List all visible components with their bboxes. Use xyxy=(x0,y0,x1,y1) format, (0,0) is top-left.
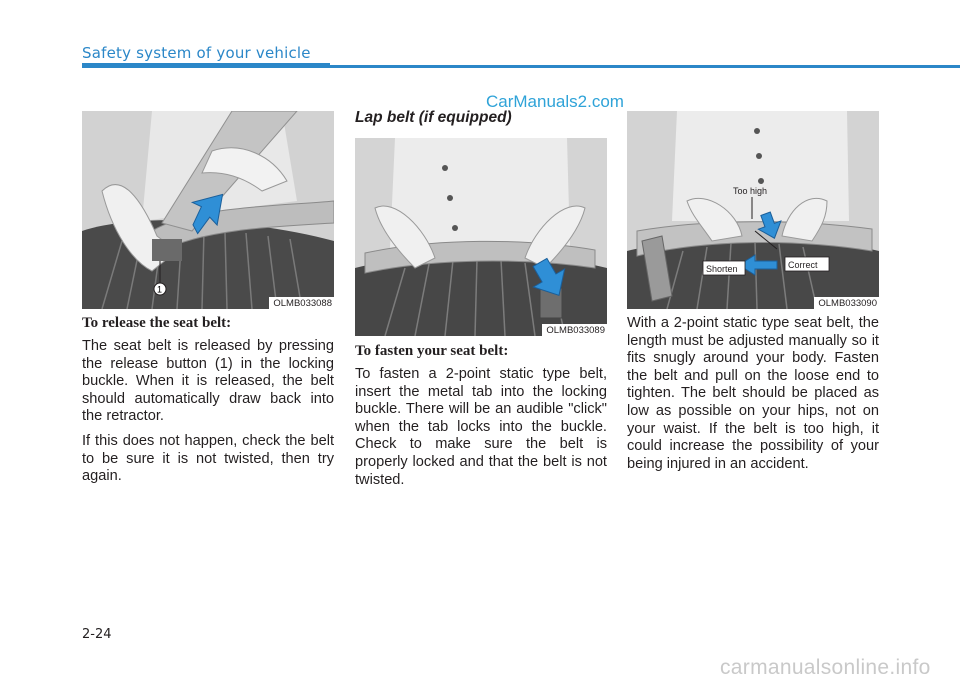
watermark-bottom: carmanualsonline.info xyxy=(720,656,931,679)
paragraph: With a 2-point static type seat belt, the length must be adjusted manually so it fits snugly around your body. Fasten the belt and pull on the loose end to tighten. The belt should be placed as low as possible on your hips, not on your waist. If the belt is too high, it could increase the possibility of your being injured in an accident. xyxy=(627,315,879,472)
column-left xyxy=(82,315,334,493)
column-right xyxy=(627,315,879,480)
figure-code: OLMB033089 xyxy=(542,324,607,336)
label-too-high: Too high xyxy=(733,186,768,196)
label-correct: Correct xyxy=(788,260,818,270)
subheading-release: To release the seat belt: xyxy=(82,315,232,331)
figure-code: OLMB033088 xyxy=(269,297,334,309)
label-shorten: Shorten xyxy=(706,264,738,274)
page-number: 2-24 xyxy=(82,627,112,642)
figure-fasten-lap-belt xyxy=(355,138,607,336)
lap-belt-fasten-illustration xyxy=(355,138,607,336)
paragraph: The seat belt is released by pressing the release button (1) in the locking buckle. When it is released, the belt should automatically draw back into the retractor. xyxy=(82,338,334,425)
belt-release-illustration xyxy=(82,111,334,309)
figure-adjust-lap-belt xyxy=(627,111,879,309)
paragraph: To fasten a 2-point static type belt, insert the metal tab into the locking buckle. There will be an audible "click" when the tab locks into the buckle. Check to make sure the belt is properly locked and that the belt is not twisted. xyxy=(355,366,607,488)
lap-belt-adjust-illustration xyxy=(627,111,879,309)
callout-number: 1 xyxy=(157,284,163,295)
subheading-fasten: To fasten your seat belt: xyxy=(355,343,509,359)
figure-release-belt xyxy=(82,111,334,309)
paragraph: If this does not happen, check the belt to be sure it is not twisted, then try again. xyxy=(82,432,334,485)
watermark-top: CarManuals2.com xyxy=(486,92,624,111)
header-rule xyxy=(82,65,960,68)
section-header-title: Safety system of your vehicle xyxy=(82,44,311,62)
section-title-lap-belt: Lap belt (if equipped) xyxy=(355,109,512,126)
column-middle xyxy=(355,343,607,496)
figure-code: OLMB033090 xyxy=(814,297,879,309)
